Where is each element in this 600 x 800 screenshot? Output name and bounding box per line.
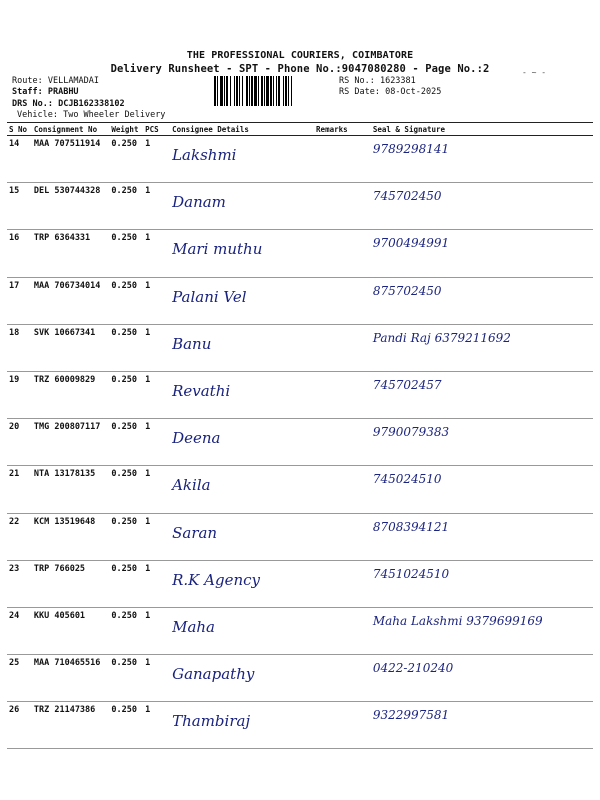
cell-weight: 0.250	[109, 560, 143, 607]
cell-sno: 18	[7, 324, 32, 371]
cell-weight: 0.250	[109, 324, 143, 371]
route-label: Route:	[12, 76, 43, 86]
cell-sno: 17	[7, 277, 32, 324]
cell-consignment: TRZ 60009829	[32, 371, 110, 418]
table-row	[7, 371, 593, 418]
cell-sno: 25	[7, 655, 32, 702]
col-sno: S No	[7, 123, 32, 136]
cell-pcs: 1	[143, 277, 170, 324]
cell-consignee: Deena	[170, 419, 314, 466]
vehicle-value: Two Wheeler Delivery	[63, 110, 166, 120]
cell-signature: 745024510	[371, 466, 593, 513]
cell-consignee: Ganapathy	[170, 655, 314, 702]
cell-signature: 0422-210240	[371, 655, 593, 702]
cell-sno: 14	[7, 136, 32, 183]
cell-sno: 20	[7, 419, 32, 466]
drs-value: DCJB162338102	[58, 99, 125, 109]
drs-line	[12, 99, 125, 109]
col-remarks: Remarks	[314, 123, 371, 136]
table-row	[7, 230, 593, 277]
cell-pcs: 1	[143, 607, 170, 654]
cell-weight: 0.250	[109, 277, 143, 324]
cell-signature: Pandi Raj 6379211692	[371, 324, 593, 371]
cell-sno: 19	[7, 371, 32, 418]
col-consignment: Consignment No	[32, 123, 110, 136]
cell-consignee: R.K Agency	[170, 560, 314, 607]
cell-pcs: 1	[143, 183, 170, 230]
rs-no-line	[339, 76, 416, 86]
barcode	[214, 76, 336, 106]
col-consignee-details: Consignee Details	[170, 123, 314, 136]
vehicle-line	[17, 110, 165, 120]
cell-remarks	[314, 183, 371, 230]
cell-sno: 21	[7, 466, 32, 513]
table-row	[7, 419, 593, 466]
cell-pcs: 1	[143, 136, 170, 183]
table-row	[7, 324, 593, 371]
cell-remarks	[314, 136, 371, 183]
cell-consignment: TRP 6364331	[32, 230, 110, 277]
rs-date-value: 08-Oct-2025	[385, 87, 442, 97]
table-row	[7, 607, 593, 654]
table-row	[7, 702, 593, 749]
runsheet-subtitle: Delivery Runsheet - SPT - Phone No.:9047080280 - Page No.:2	[110, 63, 490, 75]
table-row	[7, 560, 593, 607]
cell-signature: 9700494991	[371, 230, 593, 277]
cell-signature: 875702450	[371, 277, 593, 324]
table-header-row	[7, 123, 593, 136]
cell-consignment: TMG 200807117	[32, 419, 110, 466]
rs-date-line	[339, 87, 441, 97]
vehicle-label: Vehicle:	[17, 110, 58, 120]
cell-pcs: 1	[143, 466, 170, 513]
cell-remarks	[314, 513, 371, 560]
table-row	[7, 655, 593, 702]
cell-remarks	[314, 466, 371, 513]
cell-consignee: Thambiraj	[170, 702, 314, 749]
cell-remarks	[314, 277, 371, 324]
cell-consignee: Banu	[170, 324, 314, 371]
cell-consignee: Akila	[170, 466, 314, 513]
cell-pcs: 1	[143, 560, 170, 607]
cell-signature: 745702450	[371, 183, 593, 230]
staff-value: PRABHU	[47, 87, 79, 97]
cell-weight: 0.250	[109, 655, 143, 702]
cell-consignment: KCM 13519648	[32, 513, 110, 560]
cell-signature: 745702457	[371, 371, 593, 418]
cell-weight: 0.250	[109, 419, 143, 466]
table-row	[7, 513, 593, 560]
col-seal-signature: Seal & Signature	[371, 123, 593, 136]
cell-remarks	[314, 419, 371, 466]
cell-pcs: 1	[143, 513, 170, 560]
cell-consignee: Lakshmi	[170, 136, 314, 183]
cell-weight: 0.250	[109, 230, 143, 277]
cell-sno: 23	[7, 560, 32, 607]
cell-pcs: 1	[143, 655, 170, 702]
cell-sno: 15	[7, 183, 32, 230]
cell-remarks	[314, 702, 371, 749]
cell-pcs: 1	[143, 230, 170, 277]
cell-pcs: 1	[143, 371, 170, 418]
delivery-table	[7, 122, 593, 749]
cell-consignee: Danam	[170, 183, 314, 230]
cell-remarks	[314, 371, 371, 418]
route-value: VELLAMADAI	[47, 76, 100, 86]
rs-no-label: RS No.:	[339, 76, 375, 86]
cell-consignment: TRZ 21147386	[32, 702, 110, 749]
cell-weight: 0.250	[109, 136, 143, 183]
cell-sno: 24	[7, 607, 32, 654]
rs-no-value: 1623381	[379, 76, 416, 86]
cell-weight: 0.250	[109, 702, 143, 749]
pen-mark: - ~ -	[522, 68, 547, 77]
staff-label: Staff:	[12, 87, 43, 97]
cell-signature: 9790079383	[371, 419, 593, 466]
table-row	[7, 466, 593, 513]
col-weight: Weight	[109, 123, 143, 136]
cell-weight: 0.250	[109, 183, 143, 230]
cell-weight: 0.250	[109, 466, 143, 513]
cell-consignment: MAA 706734014	[32, 277, 110, 324]
route-line	[12, 76, 99, 86]
cell-consignee: Saran	[170, 513, 314, 560]
cell-consignment: TRP 766025	[32, 560, 110, 607]
cell-pcs: 1	[143, 702, 170, 749]
cell-pcs: 1	[143, 419, 170, 466]
cell-signature: 7451024510	[371, 560, 593, 607]
cell-remarks	[314, 560, 371, 607]
cell-sno: 16	[7, 230, 32, 277]
cell-remarks	[314, 230, 371, 277]
cell-weight: 0.250	[109, 513, 143, 560]
cell-signature: 9322997581	[371, 702, 593, 749]
cell-consignment: DEL 530744328	[32, 183, 110, 230]
cell-consignee: Mari muthu	[170, 230, 314, 277]
cell-sno: 22	[7, 513, 32, 560]
cell-signature: 9789298141	[371, 136, 593, 183]
cell-consignment: MAA 710465516	[32, 655, 110, 702]
cell-signature: 8708394121	[371, 513, 593, 560]
cell-consignment: KKU 405601	[32, 607, 110, 654]
staff-line	[12, 87, 79, 97]
table-row	[7, 277, 593, 324]
cell-consignee: Revathi	[170, 371, 314, 418]
cell-remarks	[314, 607, 371, 654]
cell-remarks	[314, 324, 371, 371]
cell-signature: Maha Lakshmi 9379699169	[371, 607, 593, 654]
rs-date-label: RS Date:	[339, 87, 380, 97]
cell-pcs: 1	[143, 324, 170, 371]
cell-sno: 26	[7, 702, 32, 749]
cell-remarks	[314, 655, 371, 702]
cell-consignment: MAA 707511914	[32, 136, 110, 183]
drs-label: DRS No.:	[12, 99, 53, 109]
cell-consignment: NTA 13178135	[32, 466, 110, 513]
table-row	[7, 136, 593, 183]
cell-consignee: Palani Vel	[170, 277, 314, 324]
company-title: THE PROFESSIONAL COURIERS, COIMBATORE	[186, 50, 414, 61]
cell-weight: 0.250	[109, 607, 143, 654]
col-pcs: PCS	[143, 123, 170, 136]
cell-consignee: Maha	[170, 607, 314, 654]
cell-consignment: SVK 10667341	[32, 324, 110, 371]
cell-weight: 0.250	[109, 371, 143, 418]
table-row	[7, 183, 593, 230]
